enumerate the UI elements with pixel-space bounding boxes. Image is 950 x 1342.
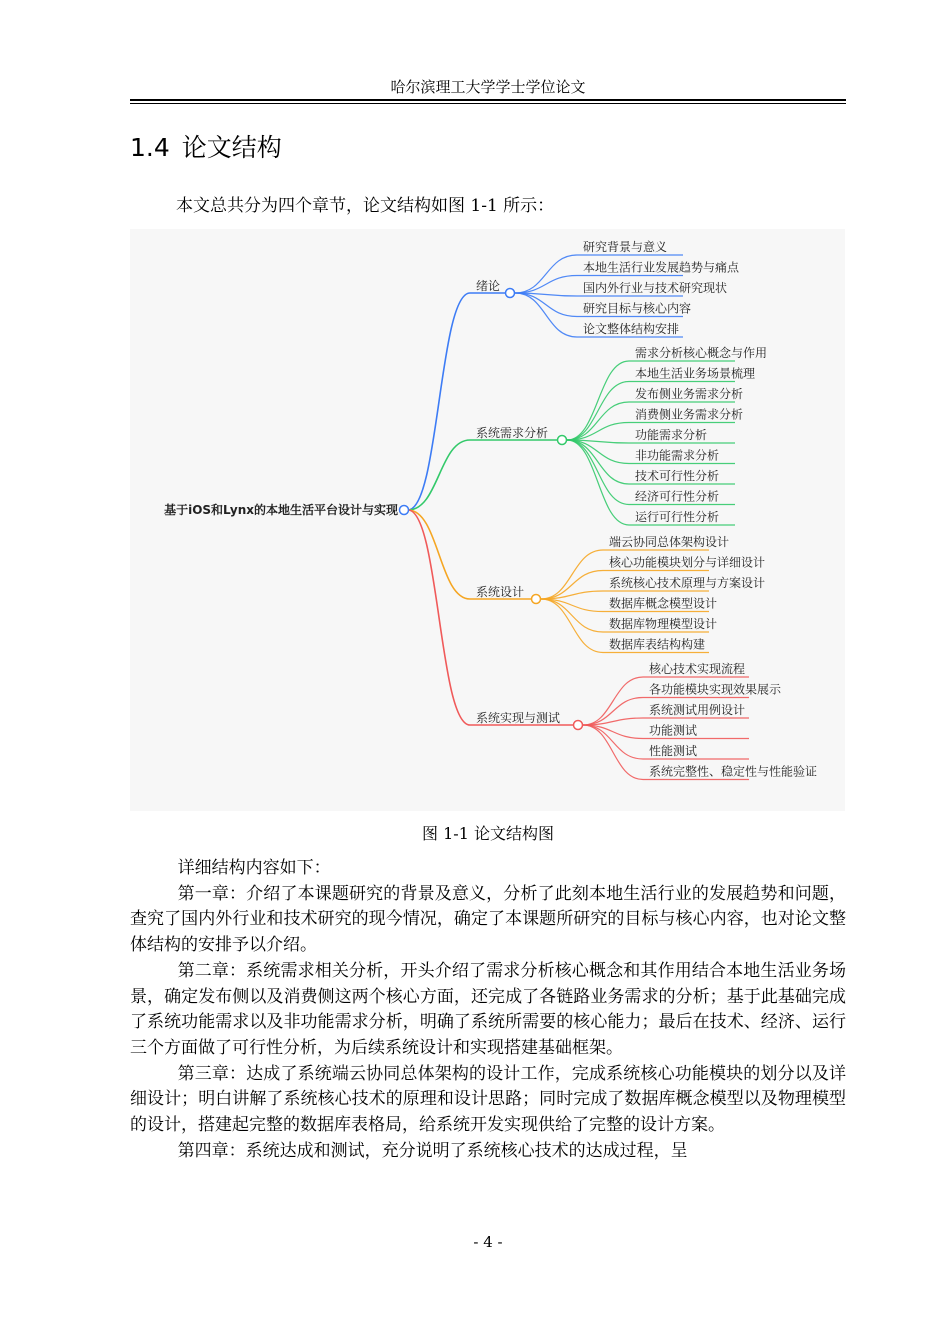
mindmap-leaf-label: 需求分析核心概念与作用 [635,346,768,360]
paragraph: 第三章：达成了系统端云协同总体架构的设计工作，完成系统核心功能模块的划分以及详细设计；明白讲解了系统核心技术的原理和设计思路；同时完成了数据库概念模型以及物理模型的设计，搭建起完整的数据库表格局，给系统开发实现供给了完整的设计方案。 [130,1063,846,1136]
mindmap-leaf-label: 系统完整性、稳定性与性能验证 [649,764,818,779]
mindmap-branch-node [506,289,515,298]
mindmap-root-connector [408,293,505,510]
mindmap-leaf-label: 端云协同总体架构设计 [609,535,730,549]
mindmap-leaf-label: 功能需求分析 [635,428,708,442]
mindmap-branch-label: 系统设计 [476,585,525,599]
mindmap-leaf-label: 经济可行性分析 [635,489,720,504]
mindmap-leaf-label: 性能测试 [649,744,698,758]
mindmap-leaf-label: 功能测试 [649,723,698,738]
mindmap-leaf-label: 各功能模块实现效果展示 [649,682,782,697]
header-rule-thick [130,99,846,101]
header-rule-thin [130,103,846,104]
mindmap-branch-node [558,436,567,445]
mindmap-leaf-label: 消费侧业务需求分析 [635,407,744,422]
paragraph: 详细结构内容如下： [177,858,331,878]
mindmap-leaf-label: 本地生活行业发展趋势与痛点 [583,260,740,275]
mindmap-branch-label: 系统需求分析 [476,426,549,440]
mindmap-leaf-label: 核心功能模块划分与详细设计 [609,555,766,570]
mindmap-leaf-label: 国内外行业与技术研究现状 [583,281,728,295]
body-text [130,856,846,1164]
page-number: - 4 - [473,1233,503,1251]
mindmap-root-connector [408,510,573,725]
mindmap-diagram [130,229,845,811]
mindmap-leaf-label: 研究目标与核心内容 [583,301,692,316]
mindmap-root-connector [408,440,557,510]
mindmap-branch-node [532,595,541,604]
paragraph: 第二章：系统需求相关分析，开头介绍了需求分析核心概念和其作用结合本地生活业务场景，确定发布侧以及消费侧这两个核心方面，还完成了各链路业务需求的分析；基于此基础完成了系统功能需求以及非功能需求分析，明确了系统所需要的核心能力；最后在技术、经济、运行三个方面做了可行性分析，为后续系统设计和实现搭建基础框架。 [130,960,846,1058]
mindmap-branch-label: 绪论 [476,279,501,293]
mindmap-leaf-label: 数据库物理模型设计 [609,617,718,631]
mindmap-leaf-label: 发布侧业务需求分析 [635,387,744,401]
mindmap-leaf-label: 运行可行性分析 [635,510,720,524]
mindmap-leaf-label: 核心技术实现流程 [649,662,746,676]
figure-caption: 图 1-1 论文结构图 [422,824,554,843]
mindmap-leaf-label: 非功能需求分析 [635,448,720,463]
mindmap-leaf-label: 本地生活业务场景梳理 [635,366,756,381]
section-title: 论文结构 [181,133,282,162]
mindmap-root-label: 基于iOS和Lynx的本地生活平台设计与实现 [164,503,398,517]
mindmap-leaf-label: 数据库表结构构建 [609,637,706,652]
mindmap-leaf-label: 论文整体结构安排 [583,322,680,336]
mindmap-leaf-label: 系统核心技术原理与方案设计 [609,576,766,590]
mindmap-branch-label: 系统实现与测试 [476,711,561,725]
mindmap-leaf-label: 研究背景与意义 [583,240,668,254]
mindmap-branch-node [574,721,583,730]
running-header: 哈尔滨理工大学学士学位论文 [390,78,586,96]
paragraph: 第四章：系统达成和测试，充分说明了系统核心技术的达成过程，呈 [177,1140,688,1161]
section-number: 1.4 [130,133,170,162]
intro-paragraph: 本文总共分为四个章节，论文结构如图 1-1 所示： [176,196,555,216]
mindmap-leaf-label: 数据库概念模型设计 [609,596,718,611]
paragraph: 第一章：介绍了本课题研究的背景及意义，分析了此刻本地生活行业的发展趋势和问题，查究了国内外行业和技术研究的现今情况，确定了本课题所研究的目标与核心内容，也对论文整体结构的安排予以介绍。 [130,883,846,956]
mindmap-leaf-label: 系统测试用例设计 [649,703,746,717]
section-heading [130,130,282,166]
mindmap-leaf-label: 技术可行性分析 [635,469,720,483]
mindmap-figure [130,229,845,811]
mindmap-root-node [400,506,409,515]
